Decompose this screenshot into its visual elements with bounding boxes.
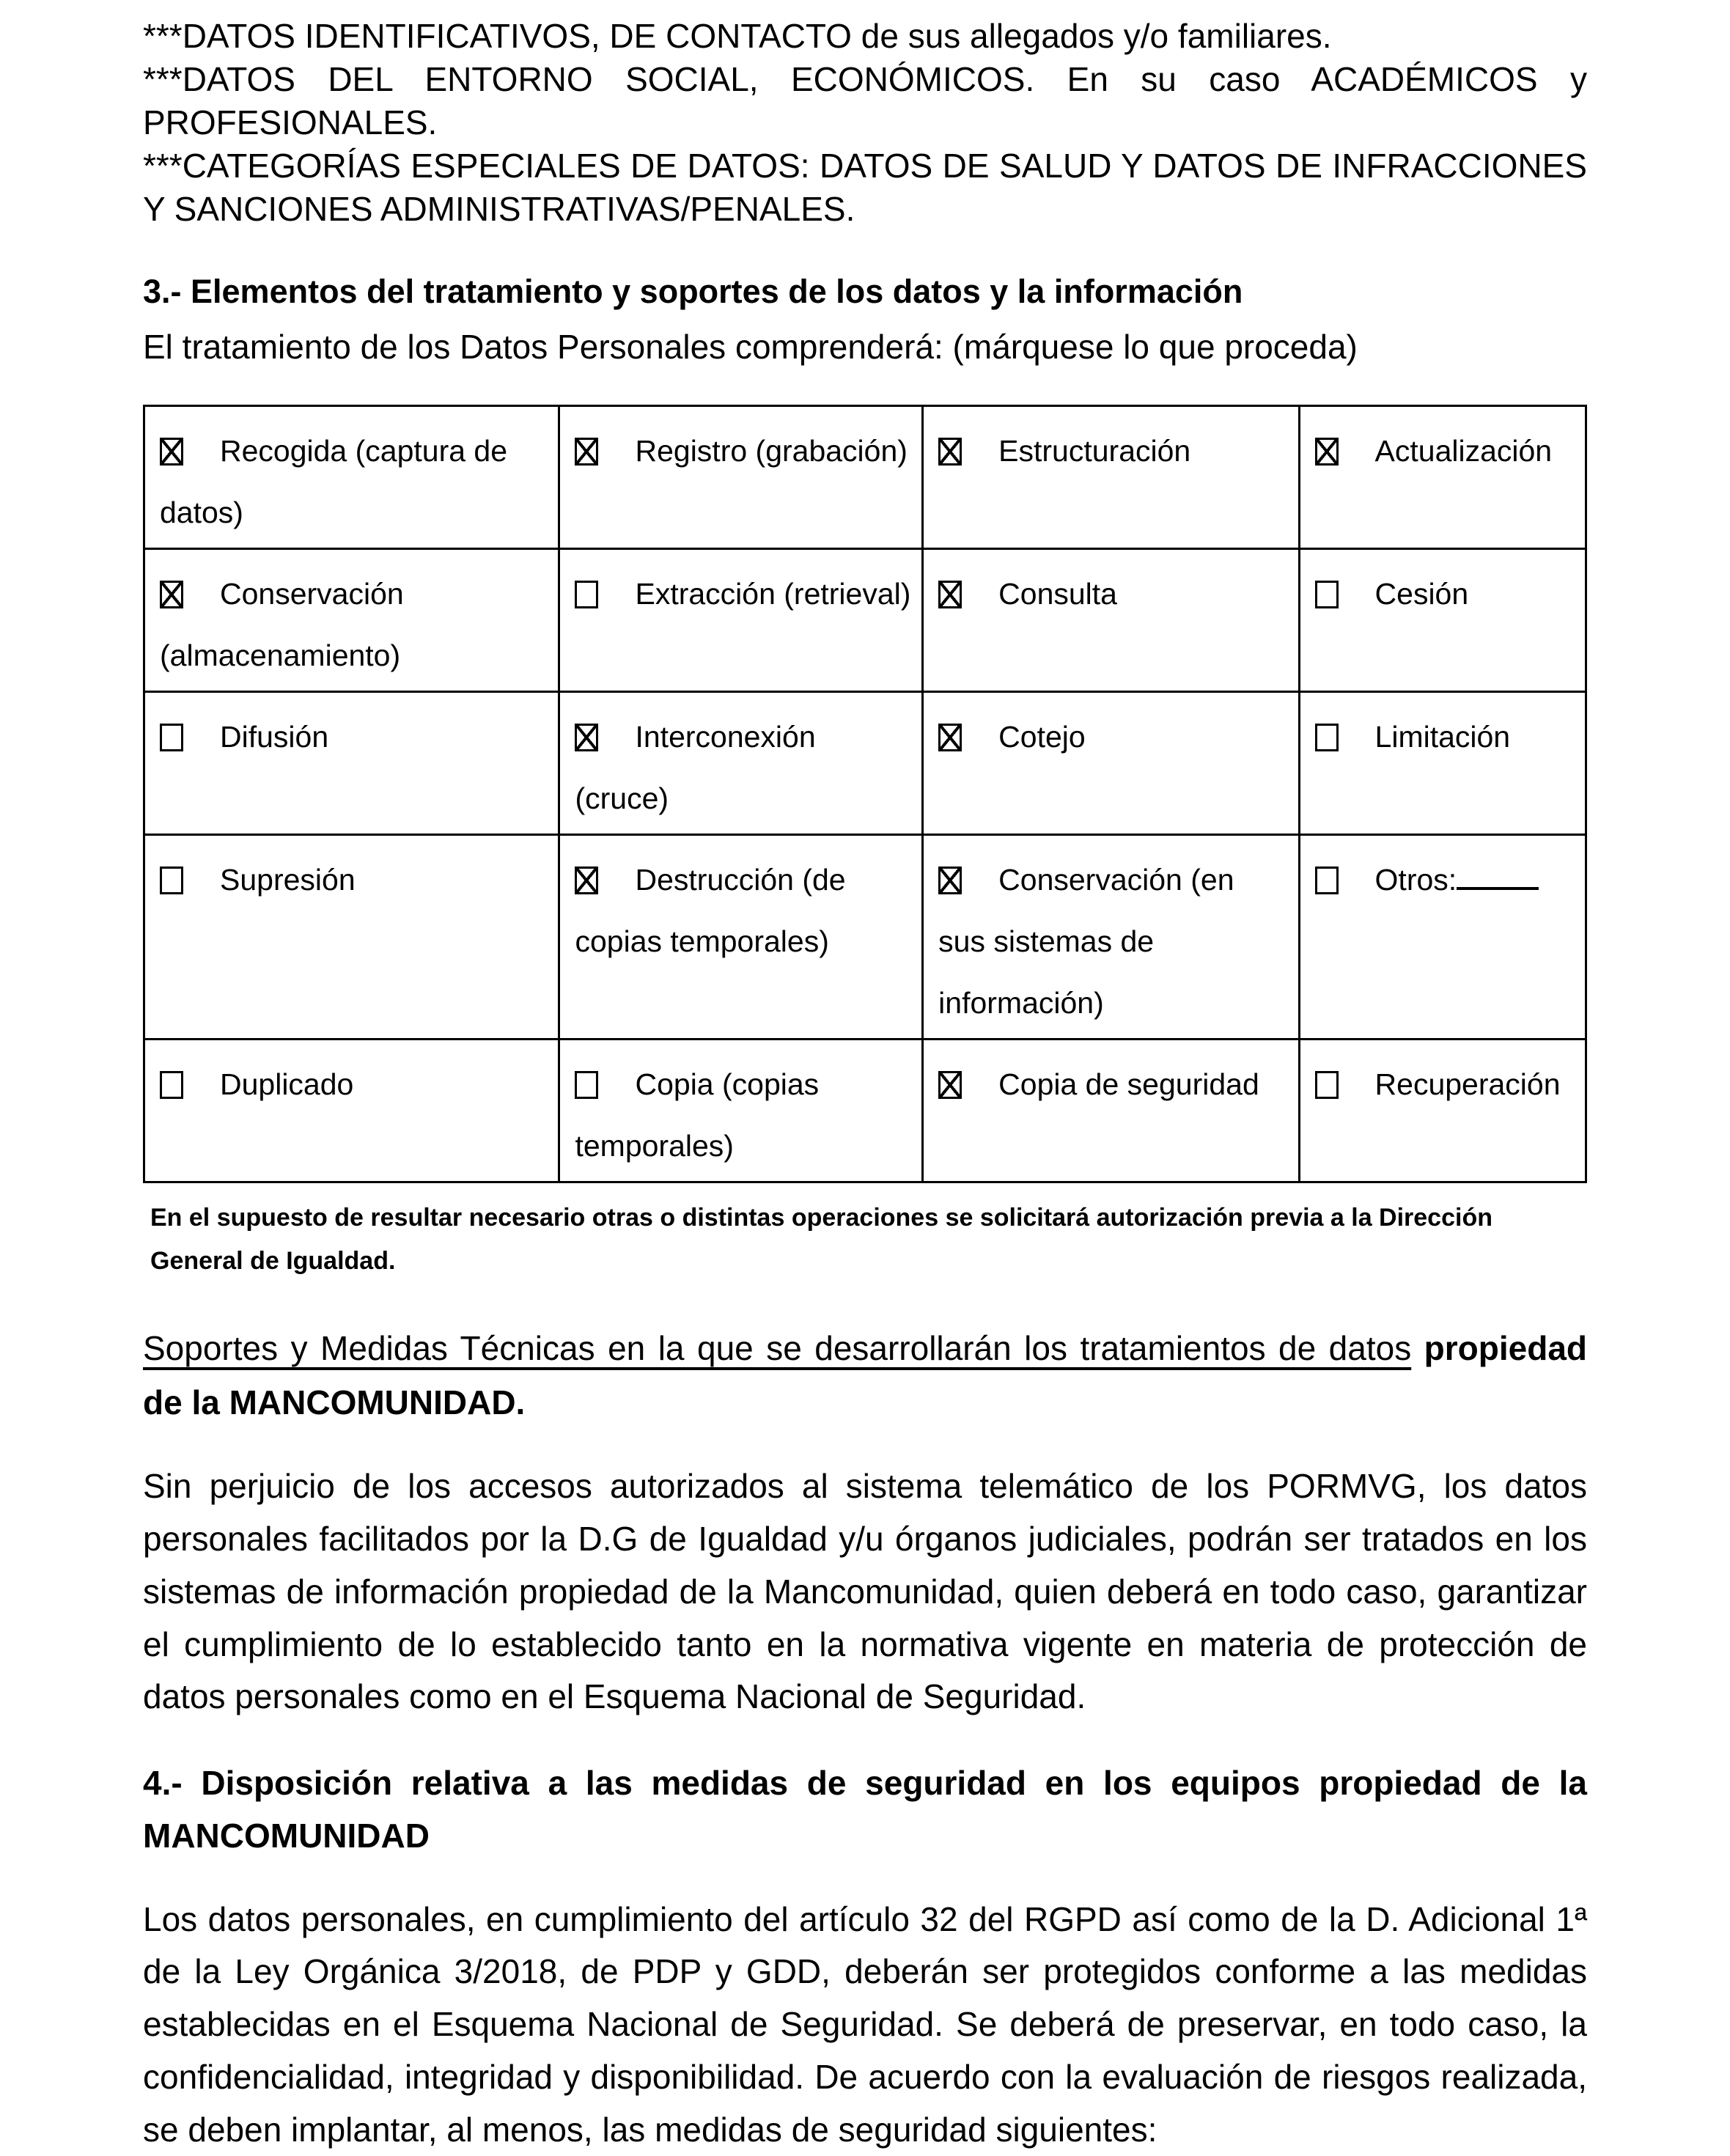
security-text-underlined: confidencialidad, integridad y disponibilidad [143, 2057, 795, 2096]
security-text-post: . De acuerdo con la evaluación de riesgos realizada, se deben implantar, al menos, las medidas de seguridad siguientes: [143, 2057, 1588, 2149]
data-categories-block [143, 15, 1587, 230]
cell-label: Cotejo [998, 719, 1086, 754]
checkbox-actualizacion[interactable] [1315, 438, 1339, 466]
cell-label: Cesión [1374, 576, 1469, 611]
cell-label: Estructuración [998, 433, 1191, 468]
cell-label: Limitación [1374, 719, 1511, 754]
table-row [144, 835, 1586, 1040]
otros-blank-line[interactable] [1457, 856, 1539, 890]
table-cell [144, 835, 559, 1040]
paragraph-pormvg: Sin perjuicio de los accesos autorizados al sistema telemático de los PORMVG, los datos personales facilitados por la D.G de Igualdad y/u órganos judiciales, podrán ser tratados en los sistemas de información propiedad de la Mancomunidad, quien deberá en todo caso, garantizar el cumplimiento de lo establecido tanto en la normativa vigente en materia de protección de datos personales como en el Esquema Nacional de Seguridad. [143, 1467, 1587, 1716]
table-intro-line: El tratamiento de los Datos Personales comprenderá: (márquese lo que proceda) [143, 328, 1358, 367]
cell-label: Copia de seguridad [998, 1067, 1259, 1102]
table-row [144, 405, 1586, 548]
cell-label: Registro (grabación) [635, 433, 908, 468]
cell-label: Destrucción (de copias temporales) [575, 863, 846, 959]
cell-label: Recogida (captura de datos) [160, 433, 508, 529]
checkbox-cesion[interactable] [1315, 581, 1339, 608]
table-row [144, 1040, 1586, 1182]
checkbox-otros[interactable] [1315, 867, 1339, 894]
table-cell [144, 548, 559, 691]
table-cell [1299, 691, 1586, 834]
checkbox-conservacion-sistemas[interactable] [938, 867, 962, 894]
cell-label: Extracción (retrieval) [635, 576, 911, 611]
table-cell [144, 1040, 559, 1182]
checkbox-difusion[interactable] [160, 724, 183, 751]
checkbox-copia[interactable] [575, 1071, 598, 1099]
table-cell [1299, 835, 1586, 1040]
table-row [144, 548, 1586, 691]
soportes-heading-underlined: Soportes y Medidas Técnicas en la que se desarrollarán los tratamientos de datos [143, 1329, 1412, 1368]
table-cell [923, 1040, 1299, 1182]
checkbox-copia-seguridad[interactable] [938, 1071, 962, 1099]
table-cell [559, 405, 923, 548]
checkbox-extraccion[interactable] [575, 581, 598, 608]
cell-label: Copia (copias temporales) [575, 1067, 820, 1163]
checkbox-limitacion[interactable] [1315, 724, 1339, 751]
table-footnote: En el supuesto de resultar necesario otras o distintas operaciones se solicitará autorización previa a la Dirección General de Igualdad. [150, 1204, 1492, 1275]
checkbox-estructuracion[interactable] [938, 438, 962, 466]
treatment-operations-table [143, 405, 1587, 1184]
table-cell [1299, 548, 1586, 691]
cell-label: Supresión [220, 863, 356, 897]
checkbox-recuperacion[interactable] [1315, 1071, 1339, 1099]
table-cell [144, 691, 559, 834]
checkbox-consulta[interactable] [938, 581, 962, 608]
checkbox-interconexion[interactable] [575, 724, 598, 751]
intro-paragraph: ***CATEGORÍAS ESPECIALES DE DATOS: DATOS DE SALUD Y DATOS DE INFRACCIONES Y SANCIONES ADMINISTRATIVAS/PENALES. [143, 146, 1587, 228]
table-cell [559, 691, 923, 834]
cell-label: Interconexión (cruce) [575, 719, 816, 815]
checkbox-duplicado[interactable] [160, 1071, 183, 1099]
table-cell [923, 835, 1299, 1040]
checkbox-supresion[interactable] [160, 867, 183, 894]
cell-label: Conservación (en sus sistemas de información) [938, 863, 1234, 1020]
checkbox-conservacion[interactable] [160, 581, 183, 608]
intro-paragraph: ***DATOS IDENTIFICATIVOS, DE CONTACTO de sus allegados y/o familiares. [143, 17, 1332, 55]
table-cell [559, 835, 923, 1040]
checkbox-recogida[interactable] [160, 438, 183, 466]
table-row [144, 691, 1586, 834]
cell-label: Conservación (almacenamiento) [160, 576, 404, 672]
cell-label: Duplicado [220, 1067, 354, 1102]
table-cell [1299, 405, 1586, 548]
cell-label: Difusión [220, 719, 329, 754]
table-cell [923, 691, 1299, 834]
intro-paragraph: ***DATOS DEL ENTORNO SOCIAL, ECONÓMICOS. En su caso ACADÉMICOS y PROFESIONALES. [143, 59, 1587, 141]
table-cell [923, 405, 1299, 548]
cell-label: Otros: [1374, 863, 1457, 897]
paragraph-security-measures [143, 1894, 1587, 2156]
section3-heading: 3.- Elementos del tratamiento y soportes de los datos y la información [143, 273, 1243, 311]
cell-label: Consulta [998, 576, 1117, 611]
section4-heading: 4.- Disposición relativa a las medidas de seguridad en los equipos propiedad de la MANCOMUNIDAD [143, 1764, 1587, 1855]
table-cell [144, 405, 559, 548]
security-text-pre: Los datos personales, en cumplimiento del artículo 32 del RGPD así como de la D. Adicional 1ª de la Ley Orgánica 3/2018, de PDP y GDD, deberán ser protegidos conforme a las medidas establecidas en el Esquema Nacional de Seguridad. Se deberá de preservar, en todo caso, la [143, 1899, 1587, 2044]
soportes-heading-bold: propiedad de la MANCOMUNIDAD. [143, 1329, 1588, 1421]
checkbox-destruccion[interactable] [575, 867, 598, 894]
table-cell [923, 548, 1299, 691]
cell-label: Actualización [1374, 433, 1553, 468]
checkbox-registro[interactable] [575, 438, 598, 466]
table-cell [1299, 1040, 1586, 1182]
table-cell [559, 1040, 923, 1182]
table-cell [559, 548, 923, 691]
cell-label: Recuperación [1374, 1067, 1561, 1102]
soportes-heading [143, 1322, 1587, 1430]
checkbox-cotejo[interactable] [938, 724, 962, 751]
